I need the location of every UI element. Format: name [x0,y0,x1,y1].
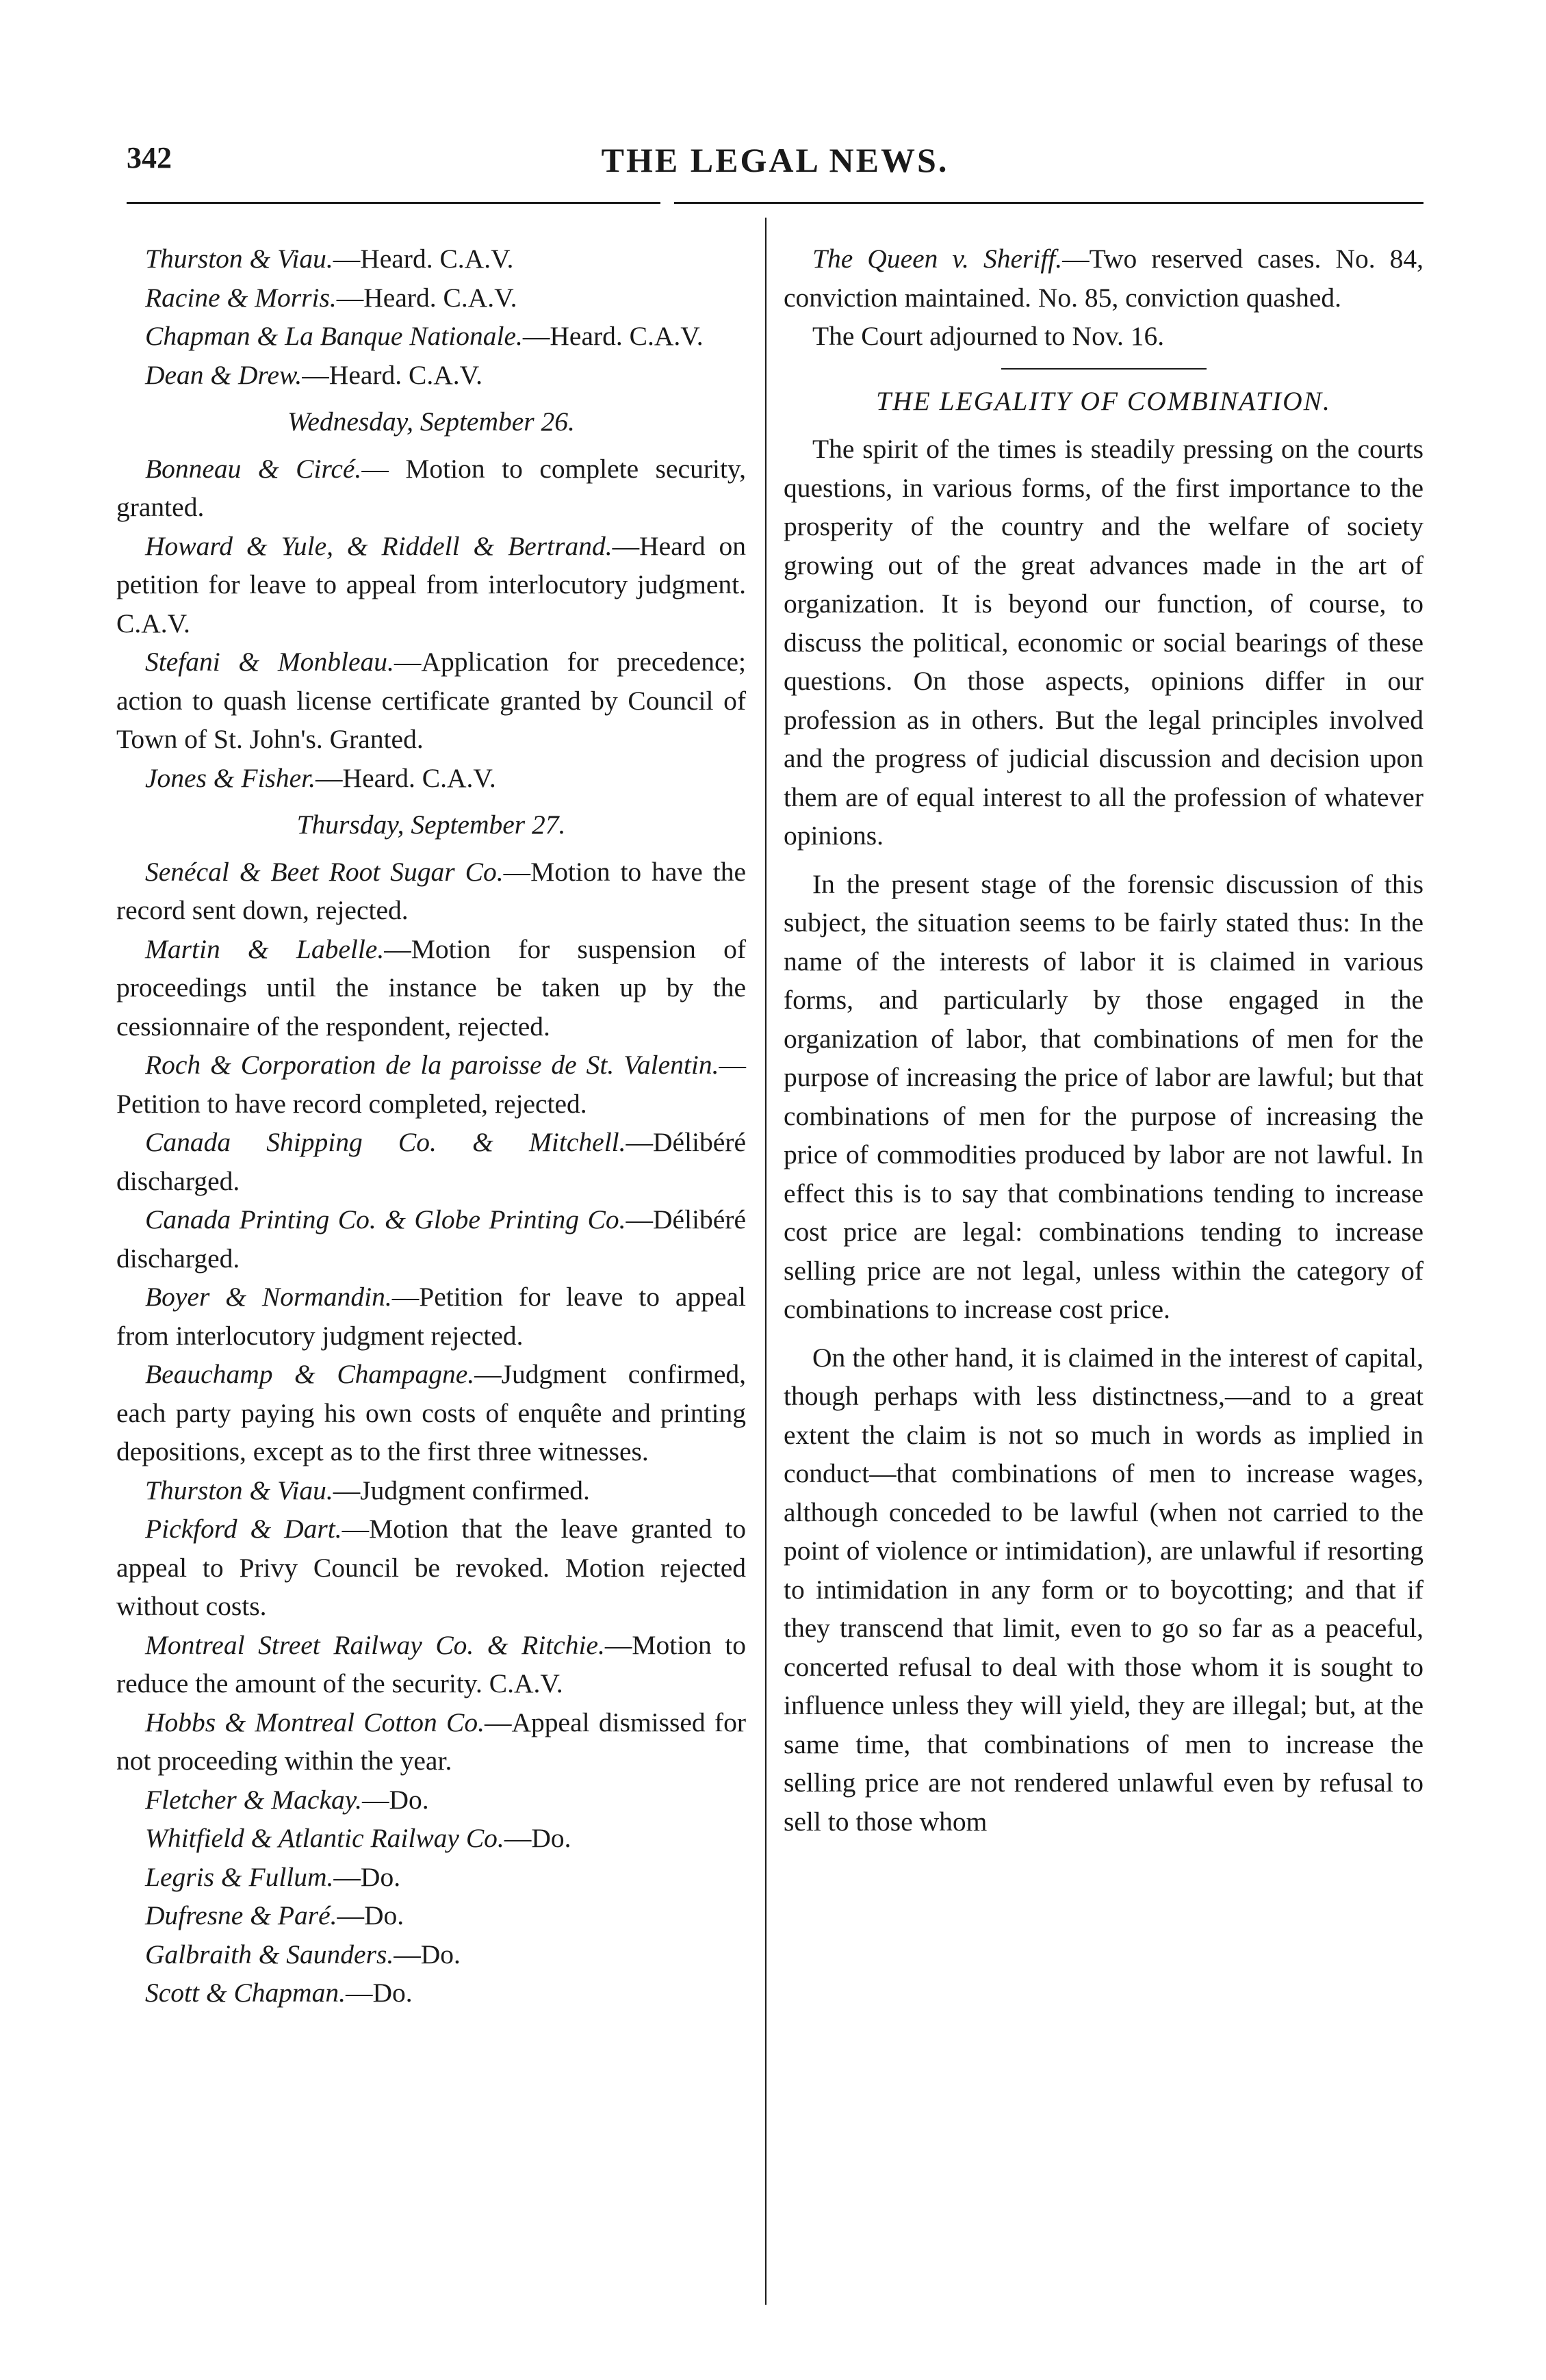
case-entry: Boyer & Normandin.—Petition for leave to appeal from interlocutory judgment rejected. [116,1282,746,1351]
case-entry: Canada Printing Co. & Globe Printing Co.—Délibéré discharged. [116,1204,746,1273]
header-rule [127,202,660,204]
case-entry: Scott & Chapman.—Do. [145,1978,413,2008]
case-entry: Hobbs & Montreal Cotton Co.—Appeal dismissed for not proceeding within the year. [116,1707,746,1776]
session-date: Wednesday, September 26. [287,406,575,437]
case-entry: Beauchamp & Champagne.—Judgment confirmed, each party paying his own costs of enquête and printing depositions, except as to the first three witnesses. [116,1359,746,1466]
session-date: Thursday, September 27. [296,810,566,840]
case-entry: Pickford & Dart.—Motion that the leave granted to appeal to Privy Council be revoked. Motion rejected without costs. [116,1514,746,1621]
article-title: THE LEGALITY OF COMBINATION. [876,385,1331,416]
header-rule [674,202,1423,204]
case-entry: Martin & Labelle.—Motion for suspension of proceedings until the instance be taken up by the cessionnaire of the respondent, rejected. [116,933,746,1042]
column-divider [765,218,766,2305]
page-number: 342 [127,141,172,174]
case-entry: The Queen v. Sheriff.—Two reserved cases. No. 84, conviction maintained. No. 85, conviction quashed. [784,244,1423,313]
article-paragraph: On the other hand, it is claimed in the interest of capital, though perhaps with less distinctness,—and to a great extent the claim is not so much in words as implied in conduct—that combinations of men to increase wages, although conceded to be lawful (when not carried to the point of violence or intimidation), are unlawful if resorting to intimidation in any form or to boycotting; and that if they transcend that limit, even to go so far as a peaceful, concerted refusal to deal with those whom it is sought to influence unless they will yield, they are illegal; but, at the same time, that combinations of men to increase the selling price are not rendered unlawful even by refusal to sell to those whom [784,1342,1423,1837]
case-entry: Roch & Corporation de la paroisse de St. Valentin.—Petition to have record completed, rejected. [116,1050,746,1119]
case-entry: Chapman & La Banque Nationale.—Heard. C.A.V. [145,321,704,351]
paragraph-gap [784,855,1423,865]
article-paragraph: In the present stage of the forensic discussion of this subject, the situation seems to be fairly stated thus: In the name of the interests of labor it is claimed in various forms, and particularly by those engaged in the organization of labor, that combinations of men for the purpose of increasing the price of labor are lawful; but that combinations of men for the purpose of increasing the price of commodities produced by labor are not lawful. In effect this is to say that combinations tending to increase cost price are legal: combinations tending to increase selling price are not legal, unless within the category of combinations to increase cost price. [784,868,1423,1324]
running-title: THE LEGAL NEWS. [601,141,949,179]
left-column [116,240,746,2013]
case-entry: Legris & Fullum.—Do. [145,1861,401,1892]
case-entry: Galbraith & Saunders.—Do. [145,1939,461,1969]
section-rule [1001,368,1207,370]
case-entry: Dufresne & Paré.—Do. [145,1900,404,1930]
case-entry: Stefani & Monbleau.—Application for precedence; action to quash license certificate granted by Council of Town of St. John's. Granted. [116,647,746,754]
case-entry: Dean & Drew.—Heard. C.A.V. [145,359,482,390]
case-entry: Jones & Fisher.—Heard. C.A.V. [145,762,496,793]
case-entry: Thurston & Viau.—Heard. C.A.V. [145,244,514,274]
case-entry: Canada Shipping Co. & Mitchell.—Délibéré discharged. [116,1127,746,1196]
case-entry: Racine & Morris.—Heard. C.A.V. [145,282,517,313]
case-entry: Montreal Street Railway Co. & Ritchie.—Motion to reduce the amount of the security. C.A.V. [116,1629,746,1698]
case-entry: Senécal & Beet Root Sugar Co.—Motion to have the record sent down, rejected. [116,856,746,925]
case-entry: Fletcher & Mackay.—Do. [145,1784,429,1815]
article-paragraph: The spirit of the times is steadily pressing on the courts questions, in various forms, of the first importance to the prosperity of the country and the welfare of society growing out of the great advances made in the art of organization. It is beyond our function, of course, to discuss the political, economic or social bearings of these questions. On those aspects, opinions differ in our profession as in others. But the legal principles involved and the progress of judicial discussion and decision upon them are of equal interest to all the profession of whatever opinions. [784,434,1423,851]
case-entry: Bonneau & Circé.— Motion to complete security, granted. [116,453,746,522]
case-entry: Whitfield & Atlantic Railway Co.—Do. [145,1823,571,1853]
case-entry: Thurston & Viau.—Judgment confirmed. [145,1475,590,1505]
case-entry: Howard & Yule, & Riddell & Bertrand.—Heard on petition for leave to appeal from interlocutory judgment. C.A.V. [116,530,746,638]
page-header [127,140,1423,188]
adjournment-note: The Court adjourned to Nov. 16. [812,321,1165,351]
paragraph-gap [784,1329,1423,1338]
right-column [784,240,1423,1841]
